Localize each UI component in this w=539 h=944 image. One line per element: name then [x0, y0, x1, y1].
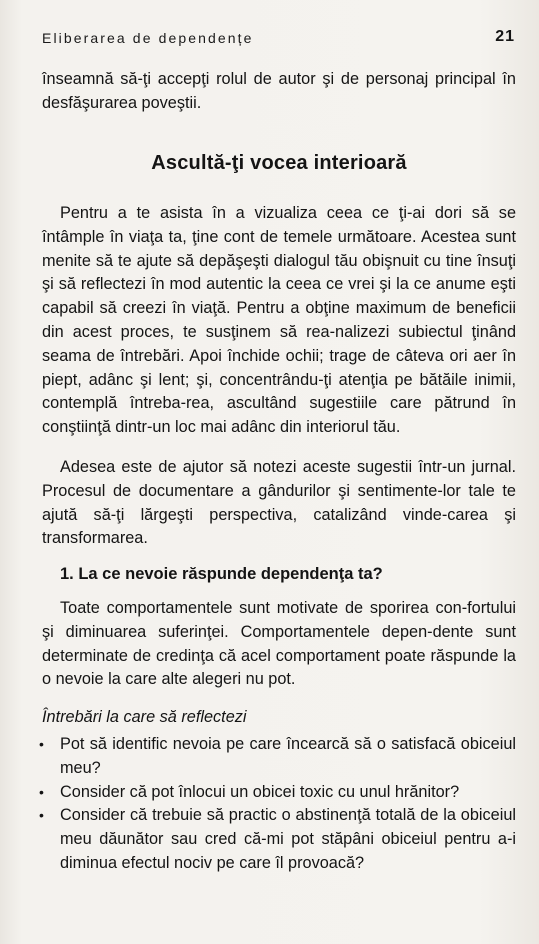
- list-item: [39, 804, 516, 875]
- bullet-icon: •: [39, 736, 44, 752]
- subsection-heading: 1. La ce nevoie răspunde dependenţa ta?: [60, 565, 383, 583]
- question-text: Consider că trebuie să practic o abstinenţă totală de la obiceiul meu dăunător sau cred că-mi pot stăpâni obiceiul pentru a-i diminua efectul nociv pe care îl provoacă?: [60, 806, 516, 872]
- subsection-paragraph: Toate comportamentele sunt motivate de sporirea con-fortului şi diminuarea suferinţei. Comportamentele depen-dente sunt determinate de credinţa că acel comportament poate răspunde la o nevoie la care alte alegeri nu pot.: [42, 599, 516, 689]
- list-item: [39, 781, 516, 805]
- section-heading: Ascultă-ţi vocea interioară: [151, 152, 407, 174]
- bullet-icon: •: [39, 807, 44, 824]
- questions-list: [39, 733, 516, 876]
- running-title: Eliberarea de dependențe: [42, 30, 254, 46]
- page-number: 21: [495, 28, 515, 45]
- questions-title: Întrebări la care să reflectezi: [42, 708, 247, 726]
- bullet-icon: •: [39, 783, 44, 800]
- section-paragraph-1: Pentru a te asista în a vizualiza ceea ce ţi-ai dori să se întâmple în viaţa ta, ţine cont de temele următoare. Acestea sunt menite să te ajute să depăşeşti dialogul tău obişnuit cu tine însuţi şi să reflectezi în mod autentic la ceea ce vrei şi la ce anume eşti capabil să creezi în viaţă. Pentru a obţine maximum de beneficii din acest proces, te susţinem să rea-nalizezi subiectul ţinând seama de întrebări. Apoi închide ochii; trage de câteva ori aer în piept, adânc şi lent; şi, concentrându-ţi atenţia pe bătăile inimii, contemplă întreba-rea, ascultând sugestiile care pătrund în conştiinţă dintr-un loc mai adânc din interiorul tău.: [42, 204, 516, 437]
- question-text: Pot să identific nevoia pe care încearcă să o satisfacă obiceiul meu?: [60, 735, 516, 777]
- question-text: Consider că pot înlocui un obicei toxic cu unul hrănitor?: [60, 782, 460, 801]
- list-item: [39, 733, 516, 781]
- section-paragraph-2: Adesea este de ajutor să notezi aceste sugestii într-un jurnal. Procesul de documentare a gândurilor şi sentimente-lor tale te ajută să-ţi lărgeşti perspectiva, catalizând vinde-carea şi transformarea.: [42, 458, 516, 548]
- running-header: [42, 30, 515, 50]
- intro-paragraph: înseamnă să-ţi accepţi rolul de autor şi de personaj principal în desfăşurarea poveştii.: [42, 70, 516, 112]
